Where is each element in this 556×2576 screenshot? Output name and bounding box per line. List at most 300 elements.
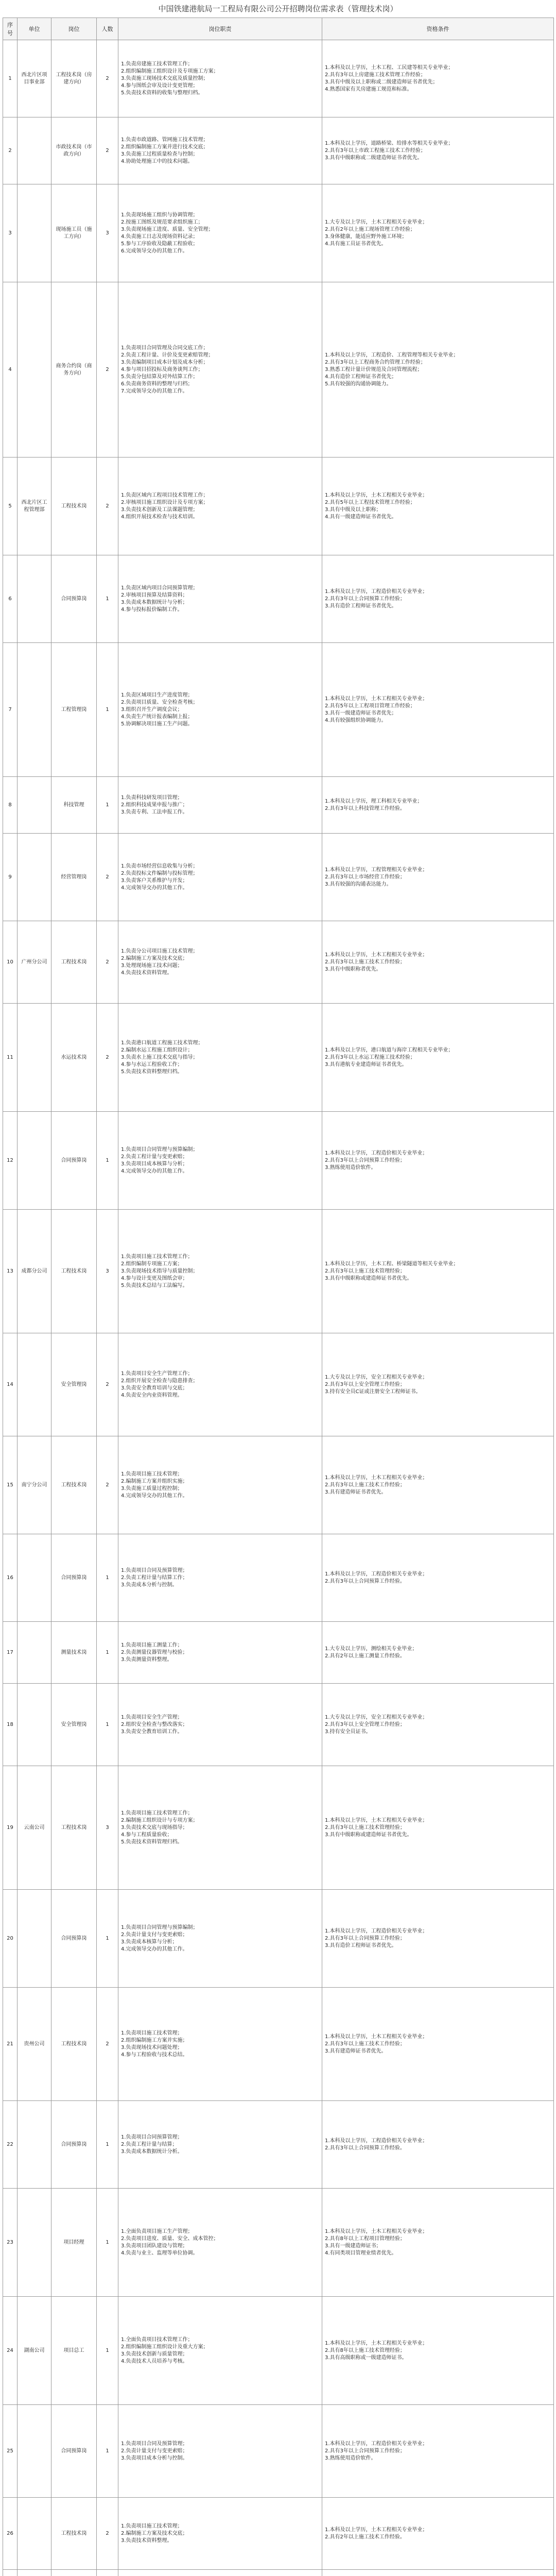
duty-line: 3.负责成本核算与分析；: [121, 1939, 178, 1945]
condition-line: 2.具有8年以上施工技术管理经验；: [325, 2347, 405, 2353]
duty-line: 2.负责工程计量与变更索赔；: [121, 1154, 188, 1160]
duty-line: 2.编制施工方案及技术交底；: [121, 2530, 188, 2536]
condition-line: 3.具有中级职称或建造师证书者优先。: [325, 1275, 412, 1281]
row-count: 1: [97, 2297, 118, 2405]
condition-line: 5.具有较强的沟通协调能力。: [325, 381, 392, 387]
condition-line: 3.具有建造师证书者优先。: [325, 2048, 387, 2054]
condition-line: 4.具有一级建造师证书者优先。: [325, 514, 397, 520]
table-row: [3, 1210, 554, 1333]
condition-line: 3.具有中级职称者优先。: [325, 966, 381, 972]
condition-line: 1.本科及以上学历，土木工程、工民建等相关专业毕业；: [325, 64, 454, 71]
row-unit: 云南公司: [18, 1766, 51, 1890]
row-duties: [118, 643, 322, 777]
row-unit: [18, 1534, 51, 1622]
row-position: 合同预算岗: [51, 2101, 97, 2189]
condition-line: 2.具有8年以上工程项目管理经验；: [325, 2235, 405, 2242]
row-duties: [118, 457, 322, 555]
table-row: [3, 1988, 554, 2101]
duty-line: 4.完成领导交办的其他工作。: [121, 1168, 188, 1174]
row-number: 6: [3, 555, 18, 643]
row-number: 18: [3, 1684, 18, 1766]
row-number: 21: [3, 1988, 18, 2101]
row-unit: 成都分公司: [18, 1210, 51, 1333]
row-position: 合同预算岗: [51, 1112, 97, 1210]
condition-line: 1.本科及以上学历，土木工程相关专业毕业；: [325, 1475, 428, 1481]
condition-line: 1.本科及以上学历，土木工程相关专业毕业；: [325, 492, 428, 498]
row-count: 1: [97, 555, 118, 643]
duty-line: 1.负责项目施工测量工作；: [121, 1642, 183, 1648]
condition-line: 2.具有2年以上施工现场管理工作经验；: [325, 226, 415, 232]
duty-line: 6.负责商务资料的整理与归档；: [121, 381, 193, 387]
table-row: [3, 777, 554, 834]
duty-line: 1.负责项目施工技术管理；: [121, 1471, 183, 1477]
condition-line: 2.具有3年以上施工技术管理经验；: [325, 1268, 405, 1274]
duty-line: 1.负责区域项目生产进度管理；: [121, 692, 193, 698]
duty-line: 1.负责项目施工技术管理；: [121, 2030, 183, 2036]
row-count: 1: [97, 2189, 118, 2297]
duty-line: 1.负责项目合同及预算管理；: [121, 2441, 188, 2447]
table-row: [3, 1436, 554, 1534]
duty-line: 3.负责安全教育培训与交底；: [121, 1385, 188, 1391]
row-position: 水运技术岗: [51, 1004, 97, 1112]
duty-line: 3.负责项目团队建设与管理；: [121, 2243, 188, 2249]
condition-line: 1.本科及以上学历，道路桥梁、给排水等相关专业毕业；: [325, 140, 454, 146]
duty-line: 2.审核项目预算及结算资料；: [121, 592, 188, 598]
table-row: [3, 40, 554, 117]
row-position: 现场施工员（施工方向）: [51, 184, 97, 282]
duty-line: 1.全面负责项目施工生产管理；: [121, 2228, 193, 2234]
row-unit: [18, 2101, 51, 2189]
duty-line: 3.负责技术创新与质量管理；: [121, 2351, 188, 2357]
duty-line: 4.参与水运工程验收工作；: [121, 1061, 183, 1067]
table-row: [3, 1112, 554, 1210]
row-conditions: [322, 1004, 554, 1112]
row-unit: [18, 643, 51, 777]
duty-line: 4.参与工程验收与技术总结。: [121, 2052, 188, 2058]
row-number: 4: [3, 282, 18, 457]
row-position: 工程技术岗（房建方向）: [51, 40, 97, 117]
row-duties: [118, 2297, 322, 2405]
row-number: [3, 2570, 18, 2576]
row-number: 9: [3, 834, 18, 921]
row-duties: [118, 2405, 322, 2498]
duty-line: 3.负责成本数据统计与分析；: [121, 599, 188, 605]
row-unit: [18, 1333, 51, 1436]
row-count: 1: [97, 2101, 118, 2189]
condition-line: 3.熟悉工程计量计价规范及合同管理流程；: [325, 366, 423, 372]
duty-line: 3.负责现场技术问题处理；: [121, 2044, 183, 2050]
row-unit: [18, 1890, 51, 1988]
table-row: [3, 1534, 554, 1622]
duty-line: 4.负责技术资料管理。: [121, 970, 172, 976]
row-unit: 广州分公司: [18, 921, 51, 1004]
duty-line: 2.负责计量支付与变更索赔；: [121, 1931, 188, 1938]
row-conditions: [322, 921, 554, 1004]
header-duties: 岗位职责: [118, 18, 322, 40]
duty-line: 3.处理现场施工技术问题；: [121, 962, 183, 969]
row-position: [51, 2570, 97, 2576]
condition-line: 3.熟练使用造价软件。: [325, 2455, 376, 2461]
row-conditions: [322, 1622, 554, 1684]
row-count: 1: [97, 1622, 118, 1684]
condition-line: 2.具有3年以上施工技术工作经验；: [325, 1482, 405, 1488]
condition-line: 3.具有中级职称或建造师证书者优先。: [325, 1832, 412, 1838]
row-unit: [18, 1004, 51, 1112]
row-duties: [118, 921, 322, 1004]
row-duties: [118, 1004, 322, 1112]
table-row: [3, 1766, 554, 1890]
row-position: 测量技术岗: [51, 1622, 97, 1684]
row-position: 合同预算岗: [51, 555, 97, 643]
duty-line: 4.完成领导交办的其他工作。: [121, 1493, 188, 1499]
row-number: 3: [3, 184, 18, 282]
duty-line: 5.负责技术资料的收集与整理归档。: [121, 90, 203, 96]
duty-line: 5.负责技术资料管理归档。: [121, 1839, 183, 1845]
duty-line: 2.编制施工方案并组织实施；: [121, 1478, 188, 1484]
table-row: [3, 1684, 554, 1766]
header-no: 序号: [3, 18, 18, 40]
row-count: 2: [97, 1436, 118, 1534]
condition-line: 2.具有3年以上安全管理工作经验；: [325, 1381, 405, 1387]
table-row: [3, 457, 554, 555]
condition-line: 3.具有高级职称或一级建造师证书。: [325, 2354, 407, 2361]
condition-line: 2.具有2年以上施工技术工作经验。: [325, 2534, 405, 2540]
row-unit: [18, 834, 51, 921]
table-row: [3, 555, 554, 643]
row-number: 23: [3, 2189, 18, 2297]
row-unit: [18, 2570, 51, 2576]
duty-line: 1.负责现场施工组织与协调管理；: [121, 212, 198, 218]
condition-line: 2.具有3年以上施工技术管理经验；: [325, 1824, 405, 1831]
condition-line: 3.具有造价工程师证书者优先。: [325, 603, 397, 609]
row-conditions: [322, 117, 554, 184]
table-row: [3, 1890, 554, 1988]
condition-line: 3.持有安全员C证或注册安全工程师证书。: [325, 1388, 421, 1395]
row-number: 11: [3, 1004, 18, 1112]
duty-line: 2.编制施工方案及技术交底；: [121, 955, 188, 961]
row-conditions: [322, 2101, 554, 2189]
row-duties: [118, 40, 322, 117]
row-unit: 贵州公司: [18, 1988, 51, 2101]
duty-line: 2.组织编制专项施工方案；: [121, 1261, 183, 1267]
duty-line: 3.负责项目成本核算与分析；: [121, 1161, 188, 1167]
row-conditions: [322, 40, 554, 117]
row-count: 2: [97, 117, 118, 184]
row-count: [97, 2570, 118, 2576]
table-row: [3, 1004, 554, 1112]
condition-line: 1.本科及以上学历，土木工程相关专业毕业；: [325, 2340, 428, 2346]
table-row: [3, 2570, 554, 2576]
row-count: 3: [97, 1210, 118, 1333]
row-position: 合同预算岗: [51, 1890, 97, 1988]
duty-line: 4.负责与业主、监理等单位协调。: [121, 2250, 198, 2256]
row-unit: 西北片区项目事业部: [18, 40, 51, 117]
table-row: [3, 117, 554, 184]
row-position: 安全管理岗: [51, 1684, 97, 1766]
row-number: 26: [3, 2498, 18, 2570]
row-conditions: [322, 1436, 554, 1534]
row-duties: [118, 834, 322, 921]
row-number: 25: [3, 2405, 18, 2498]
duty-line: 1.负责项目合同管理与预算编制；: [121, 1146, 198, 1153]
duty-line: 1.负责项目施工技术管理工作；: [121, 1253, 193, 1260]
condition-line: 3.身体健康，能适应野外施工环境；: [325, 233, 407, 240]
row-conditions: [322, 282, 554, 457]
duty-line: 5.负责技术资料整理归档。: [121, 1069, 183, 1075]
row-position: 项目经理: [51, 2189, 97, 2297]
row-duties: [118, 1622, 322, 1684]
row-unit: [18, 1112, 51, 1210]
condition-line: 2.具有5年以上工程技术管理工作经验；: [325, 499, 415, 505]
condition-line: 2.具有3年以上合同预算工作经验；: [325, 596, 405, 602]
row-unit: 湖南公司: [18, 2297, 51, 2405]
row-conditions: [322, 184, 554, 282]
condition-line: 3.持有安全员证书。: [325, 1728, 371, 1735]
row-duties: [118, 2101, 322, 2189]
condition-line: 2.具有3年以上合同预算工作经验；: [325, 1157, 405, 1163]
condition-line: 1.本科及以上学历，工程造价相关专业毕业；: [325, 2441, 428, 2447]
condition-line: 3.具有港航专业建造师证书者优先。: [325, 1061, 407, 1067]
condition-line: 1.本科及以上学历，工程造价、工程管理等相关专业毕业；: [325, 352, 459, 358]
condition-line: 1.本科及以上学历，土木工程、桥梁隧道等相关专业毕业；: [325, 1261, 459, 1267]
condition-line: 4.具有造价工程师证书者优先；: [325, 374, 397, 380]
condition-line: 2.具有3年以上市场经营工作经验；: [325, 874, 405, 880]
row-number: 2: [3, 117, 18, 184]
row-conditions: [322, 555, 554, 643]
row-count: 1: [97, 1112, 118, 1210]
row-duties: [118, 2570, 322, 2576]
duty-line: 2.组织编制施工组织设计及专项施工方案；: [121, 68, 219, 74]
row-unit: 南宁分公司: [18, 1436, 51, 1534]
row-duties: [118, 1534, 322, 1622]
duty-line: 6.完成领导交办的其他工作。: [121, 248, 188, 254]
duty-line: 2.负责项目进度、质量、安全、成本管控；: [121, 2235, 219, 2242]
table-row: [3, 1622, 554, 1684]
row-count: 2: [97, 1988, 118, 2101]
duty-line: 4.完成领导交办的其他工作。: [121, 885, 188, 891]
condition-line: 1.本科及以上学历，工程造价相关专业毕业；: [325, 1150, 428, 1156]
duty-line: 3.负责编制项目成本计划及成本分析；: [121, 359, 208, 365]
table-row: [3, 921, 554, 1004]
condition-line: 1.大专及以上学历，安全工程相关专业毕业；: [325, 1374, 428, 1380]
row-number: 17: [3, 1622, 18, 1684]
row-position: 工程技术岗: [51, 1988, 97, 2101]
duty-line: 3.负责技术交底与现场指导；: [121, 1824, 188, 1831]
duty-line: 3.组织召开生产调度会议；: [121, 706, 183, 713]
row-conditions: [322, 1112, 554, 1210]
duty-line: 2.负责工程计量与结算工作；: [121, 1574, 188, 1581]
duty-line: 4.协助处理施工中的技术问题。: [121, 158, 193, 164]
duty-line: 3.负责技术创新及工法课题管理；: [121, 506, 198, 513]
row-duties: [118, 117, 322, 184]
duty-line: 1.负责项目安全生产管理；: [121, 1714, 183, 1720]
condition-line: 1.本科及以上学历，港口航道与海岸工程相关专业毕业；: [325, 1047, 454, 1053]
row-number: 15: [3, 1436, 18, 1534]
duty-line: 1.负责区域内工程项目技术管理工作；: [121, 492, 208, 498]
condition-line: 2.具有3年以上施工技术工作经验；: [325, 2041, 405, 2047]
condition-line: 2.具有3年以上合同预算工作经验；: [325, 1935, 405, 1941]
row-unit: [18, 2189, 51, 2297]
duty-line: 4.负责生产统计报表编制上报；: [121, 714, 193, 720]
condition-line: 2.具有2年以上施工测量工作经验。: [325, 1653, 405, 1659]
row-duties: [118, 282, 322, 457]
row-number: 19: [3, 1766, 18, 1890]
duty-line: 2.按施工图纸及规范要求组织施工；: [121, 219, 203, 225]
condition-line: 1.本科及以上学历，工程管理相关专业毕业；: [325, 867, 428, 873]
row-unit: [18, 555, 51, 643]
row-duties: [118, 1988, 322, 2101]
duty-line: 2.组织编制施工组织设计及重大方案；: [121, 2344, 208, 2350]
duty-line: 1.负责项目安全生产管理工作；: [121, 1370, 193, 1377]
condition-line: 1.本科及以上学历，工程造价相关专业毕业；: [325, 588, 428, 595]
condition-line: 1.本科及以上学历，土木工程相关专业毕业；: [325, 952, 428, 958]
table-row: [3, 2405, 554, 2498]
condition-line: 2.具有3年以上合同预算工作经验。: [325, 2145, 405, 2151]
row-position: 合同预算岗: [51, 2405, 97, 2498]
row-unit: [18, 2498, 51, 2570]
condition-line: 1.本科及以上学历，工程造价相关专业毕业；: [325, 2138, 428, 2144]
duty-line: 2.编制施工组织设计与专项方案；: [121, 1817, 198, 1823]
row-count: 2: [97, 834, 118, 921]
duty-line: 1.负责市场经营信息收集与分析；: [121, 863, 198, 869]
row-unit: [18, 1622, 51, 1684]
row-count: 1: [97, 1684, 118, 1766]
duty-line: 4.组织开展技术检查与技术培训。: [121, 514, 198, 520]
row-position: 工程技术岗: [51, 2498, 97, 2570]
row-number: 14: [3, 1333, 18, 1436]
row-position: 工程技术岗: [51, 1436, 97, 1534]
duty-line: 3.负责施工过程质量检查与控制；: [121, 151, 198, 157]
condition-line: 1.本科及以上学历，土木工程相关专业毕业；: [325, 2527, 428, 2533]
duty-line: 2.组织开展安全检查与隐患排查；: [121, 1378, 198, 1384]
row-conditions: [322, 2189, 554, 2297]
table-row: [3, 2297, 554, 2405]
row-unit: [18, 117, 51, 184]
duty-line: 1.负责房建施工技术管理工作；: [121, 61, 193, 67]
row-count: 1: [97, 1890, 118, 1988]
duty-line: 4.负责安全内业资料管理。: [121, 1392, 183, 1398]
row-number: 7: [3, 643, 18, 777]
row-position: 经营管理岗: [51, 834, 97, 921]
row-unit: [18, 184, 51, 282]
condition-line: 2.具有3年以上施工技术工作经验；: [325, 959, 405, 965]
row-position: 科技管理: [51, 777, 97, 834]
condition-line: 1.本科及以上学历，土木工程相关专业毕业；: [325, 1817, 428, 1823]
duty-line: 3.负责项目成本分析与控制。: [121, 2455, 188, 2461]
row-position: 商务合约岗（商务方向）: [51, 282, 97, 457]
row-duties: [118, 2498, 322, 2570]
duty-line: 1.负责项目合同预算管理；: [121, 2134, 183, 2140]
table-row: [3, 1333, 554, 1436]
duty-line: 5.协调解决项目施工生产问题。: [121, 721, 193, 727]
duty-line: 4.完成领导交办的其他工作。: [121, 1946, 188, 1952]
row-number: 16: [3, 1534, 18, 1622]
duty-line: 4.参与项目招投标及商务谈判工作；: [121, 366, 203, 372]
row-count: 1: [97, 1534, 118, 1622]
duty-line: 4.参与工程质量验收；: [121, 1832, 172, 1838]
duty-line: 5.参与工序验收及隐蔽工程验收；: [121, 241, 198, 247]
row-conditions: [322, 1684, 554, 1766]
condition-line: 3.具有中级及以上职称或二级建造师证书者优先；: [325, 79, 438, 85]
duty-line: 5.负责技术总结与工法编写。: [121, 1282, 188, 1289]
condition-line: 2.具有3年以上工程商务合约管理工作经验；: [325, 359, 426, 365]
condition-line: 2.具有3年以上科技管理工作经验。: [325, 805, 405, 811]
row-unit: [18, 282, 51, 457]
condition-line: 2.具有3年以上市政工程施工技术工作经验；: [325, 147, 426, 154]
duty-line: 1.负责项目施工技术管理；: [121, 2523, 183, 2529]
row-duties: [118, 1112, 322, 1210]
row-duties: [118, 1766, 322, 1890]
row-conditions: [322, 1766, 554, 1890]
duty-line: 3.负责水上施工技术交底与指导；: [121, 1054, 198, 1060]
header-position: 岗位: [51, 18, 97, 40]
condition-line: 2.具有3年以上合同预算工作经验。: [325, 1578, 405, 1584]
row-number: 12: [3, 1112, 18, 1210]
duty-line: 3.负责现场施工进度、质量、安全管理；: [121, 226, 214, 232]
condition-line: 3.具有中级职称或二级建造师证书者优先。: [325, 155, 423, 161]
condition-line: 1.本科及以上学历，理工科相关专业毕业；: [325, 798, 423, 804]
row-unit: 西北片区工程管理部: [18, 457, 51, 555]
condition-line: 1.本科及以上学历，土木工程相关专业毕业；: [325, 2033, 428, 2040]
table-row: [3, 184, 554, 282]
row-duties: [118, 2189, 322, 2297]
duty-line: 2.组织编制施工方案并进行技术交底；: [121, 144, 208, 150]
duty-line: 2.负责投标文件编制与投标管理；: [121, 870, 198, 876]
duty-line: 2.组织编制施工方案并实施；: [121, 2037, 188, 2043]
duty-line: 3.负责现场技术指导与质量控制；: [121, 1268, 198, 1274]
row-number: 8: [3, 777, 18, 834]
row-conditions: [322, 1534, 554, 1622]
row-unit: [18, 1684, 51, 1766]
row-count: 2: [97, 457, 118, 555]
row-duties: [118, 1333, 322, 1436]
duty-line: 3.负责成本数据统计分析。: [121, 2148, 183, 2155]
row-duties: [118, 1210, 322, 1333]
table-header-row: [3, 18, 554, 40]
row-number: 24: [3, 2297, 18, 2405]
duty-line: 2.负责工程计量与结算；: [121, 2141, 178, 2147]
condition-line: 3.熟练使用造价软件。: [325, 1164, 376, 1171]
row-position: 工程技术岗: [51, 1766, 97, 1890]
row-count: 2: [97, 921, 118, 1004]
row-duties: [118, 555, 322, 643]
duty-line: 1.负责分公司项目施工技术管理；: [121, 948, 198, 954]
condition-line: 3.具有一级建造师证书者优先；: [325, 710, 397, 716]
condition-line: 1.大专及以上学历，测绘相关专业毕业；: [325, 1646, 418, 1652]
row-count: 3: [97, 1766, 118, 1890]
row-conditions: [322, 2570, 554, 2576]
table-row: [3, 2189, 554, 2297]
row-position: 工程技术岗: [51, 1210, 97, 1333]
condition-line: 3.具有中级及以上职称；: [325, 506, 381, 513]
duty-line: 2.负责计量支付与变更索赔；: [121, 2448, 188, 2454]
table-row: [3, 2498, 554, 2570]
duty-line: 4.负责施工日志及现场资料记录；: [121, 233, 198, 240]
row-number: 20: [3, 1890, 18, 1988]
duty-line: 1.全面负责项目技术管理工作；: [121, 2336, 193, 2343]
condition-line: 2.具有3年以上合同预算工作经验；: [325, 2448, 405, 2454]
row-count: 2: [97, 1333, 118, 1436]
row-conditions: [322, 643, 554, 777]
row-duties: [118, 777, 322, 834]
row-unit: [18, 777, 51, 834]
duty-line: 2.编制水运工程施工组织设计；: [121, 1047, 193, 1053]
duty-line: 3.负责成本分析与控制。: [121, 1582, 178, 1588]
row-conditions: [322, 1890, 554, 1988]
row-count: 1: [97, 777, 118, 834]
table-body: [3, 40, 554, 2576]
condition-line: 4.具有较强组织协调能力。: [325, 717, 387, 723]
